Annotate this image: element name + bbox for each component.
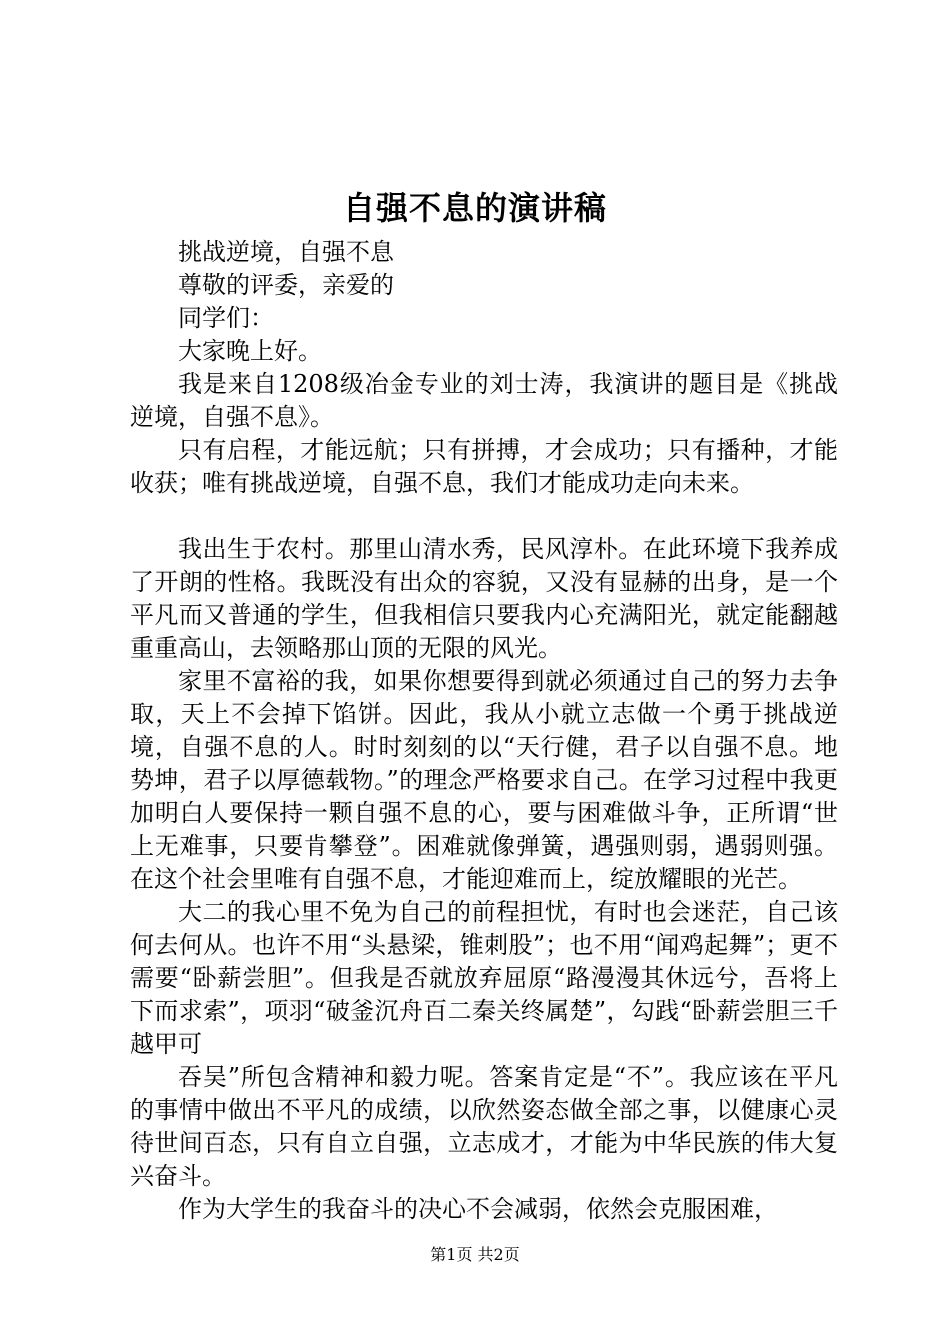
paragraph-origin: 我出生于农村。那里山清水秀，民风淳朴。在此环境下我养成了开朗的性格。我既没有出众的容貌，又没有显赫的出身，是一个平凡而又普通的学生，但我相信只要我内心充满阳光，就定能翻越重重高山，去领略那山顶的无限的风光。	[130, 535, 838, 662]
paragraph-answer: 吞吴”所包含精神和毅力呢。答案肯定是“不”。我应该在平凡的事情中做出不平凡的成绩，以欣然姿态做全部之事，以健康心灵待世间百态，只有自立自强，立志成才，才能为中华民族的伟大复兴奋斗。	[130, 1063, 838, 1190]
paragraph-family: 家里不富裕的我，如果你想要得到就必须通过自己的努力去争取，天上不会掉下馅饼。因此，我从小就立志做一个勇于挑战逆境，自强不息的人。时时刻刻的以“天行健，君子以自强不息。地势坤，君子以厚德载物。”的理念严格要求自己。在学习过程中我更加明白人要保持一颗自强不息的心，要与困难做斗争，正所谓“世上无难事，只要肯攀登”。困难就像弹簧，遇强则弱，遇弱则强。在这个社会里唯有自强不息，才能迎难而上，绽放耀眼的光芒。	[130, 667, 838, 893]
paragraph-intro: 我是来自1208级冶金专业的刘士涛，我演讲的题目是《挑战逆境，自强不息》。	[130, 370, 838, 431]
document-body	[130, 236, 838, 1226]
document-title: 自强不息的演讲稿	[342, 189, 607, 227]
paragraph-salutation-1: 尊敬的评委，亲爱的	[178, 271, 394, 299]
paragraph-salutation-2: 同学们：	[178, 304, 274, 332]
paragraph-subtitle: 挑战逆境，自强不息	[178, 238, 394, 266]
paragraph-sophomore: 大二的我心里不免为自己的前程担忧，有时也会迷茫，自己该何去何从。也许不用“头悬梁，锥刺股”；也不用“闻鸡起舞”；更不需要“卧薪尝胆”。但我是否就放弃屈原“路漫漫其休远兮，吾将上下而求索”，项羽“破釜沉舟百二秦关终属楚”，勾践“卧薪尝胆三千越甲可	[130, 898, 838, 1058]
page-number-footer: 第1页 共2页	[430, 1245, 520, 1264]
paragraph-greeting: 大家晚上好。	[178, 337, 322, 365]
paragraph-motto: 只有启程，才能远航；只有拼搏，才会成功；只有播种，才能收获；唯有挑战逆境，自强不息，我们才能成功走向未来。	[130, 436, 838, 497]
paragraph-determination: 作为大学生的我奋斗的决心不会减弱，依然会克服困难，	[178, 1195, 778, 1223]
